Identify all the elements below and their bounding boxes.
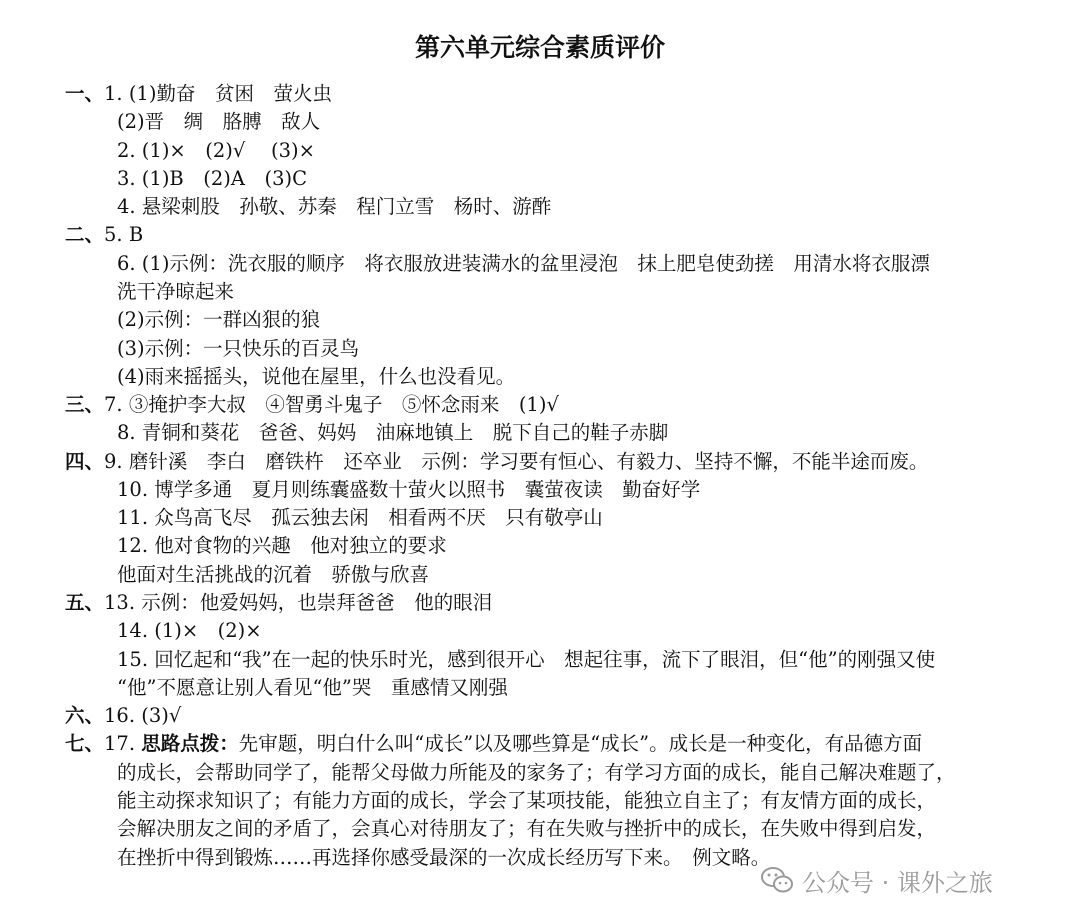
line-text: 10. 博学多通 夏月则练囊盛数十萤火以照书 囊萤夜读 勤奋好学	[117, 478, 701, 501]
watermark-text: 公众号 · 课外之旅	[802, 868, 993, 897]
line-text: 15. 回忆起和“我”在一起的快乐时光，感到很开心 想起往事，流下了眼泪，但“他”的刚强又使	[117, 648, 936, 671]
section-marker: 三、	[65, 393, 105, 416]
answer-line	[117, 137, 315, 165]
line-text: “他”不愿意让别人看见“他”哭 重感情又刚强	[117, 676, 508, 699]
answer-line	[65, 80, 332, 108]
line-text: 12. 他对食物的兴趣 他对独立的要求	[117, 534, 447, 557]
answer-line	[65, 391, 559, 419]
line-text: (4)雨来摇摇头，说他在屋里，什么也没看见。	[117, 365, 516, 388]
line-text: 2. (1)× (2)√ (3)×	[117, 139, 315, 162]
answer-line	[65, 702, 181, 730]
answer-line	[117, 674, 508, 702]
answer-line	[117, 815, 936, 843]
line-text: 能主动探求知识了；有能力方面的成长，学会了某项技能，能独立自主了；有友情方面的成长，	[117, 789, 937, 812]
answer-line	[117, 476, 700, 504]
line-text: 在挫折中得到锻炼……再选择你感受最深的一次成长经历写下来。 例文略。	[117, 846, 771, 869]
answer-line	[117, 646, 935, 674]
answer-line	[117, 532, 447, 560]
answer-line	[117, 419, 668, 447]
line-text: 13. 示例：他爱妈妈，也崇拜爸爸 他的眼泪	[104, 591, 493, 614]
line-text: 14. (1)× (2)×	[117, 619, 262, 642]
line-text: (2)示例：一群凶狠的狼	[117, 308, 321, 331]
answer-line	[65, 221, 143, 249]
line-text: 7. ③掩护李大叔 ④智勇斗鬼子 ⑤怀念雨来 (1)√	[104, 393, 559, 416]
watermark	[760, 862, 993, 898]
section-marker: 七、	[65, 732, 105, 755]
answer-line	[65, 448, 928, 476]
section-marker: 五、	[65, 591, 105, 614]
line-text: (3)示例：一只快乐的百灵鸟	[117, 337, 360, 360]
answer-line	[65, 589, 492, 617]
line-text: 3. (1)B (2)A (3)C	[117, 167, 308, 190]
line-text: 6. (1)示例：洗衣服的顺序 将衣服放进装满水的盆里浸泡 抹上肥皂使劲搓 用清水将衣服漂	[117, 252, 930, 275]
line-text: 他面对生活挑战的沉着 骄傲与欣喜	[117, 563, 430, 586]
line-text: (2)晋 绸 胳膊 敌人	[117, 110, 321, 133]
answer-line	[117, 250, 930, 278]
line-text: 16. (3)√	[104, 704, 182, 727]
section-marker: 一、	[65, 82, 105, 105]
answer-line	[117, 844, 770, 872]
line-text: 1. (1)勤奋 贫困 萤火虫	[104, 82, 332, 105]
answer-line	[117, 759, 956, 787]
section-marker: 二、	[65, 223, 105, 246]
line-text: 会解决朋友之间的矛盾了，会真心对待朋友了；有在失败与挫折中的成长，在失败中得到启发，	[117, 817, 937, 840]
line-text: 5. B	[104, 223, 144, 246]
line-text: 17.	[104, 732, 142, 755]
answer-line	[117, 335, 359, 363]
line-text: 洗干净晾起来	[117, 280, 235, 303]
section-marker: 四、	[65, 450, 105, 473]
answer-line	[117, 108, 320, 136]
answer-line	[117, 193, 551, 221]
answer-line	[117, 787, 936, 815]
answer-line	[117, 617, 262, 645]
answer-line	[117, 561, 429, 589]
line-text: 8. 青铜和葵花 爸爸、妈妈 油麻地镇上 脱下自己的鞋子赤脚	[117, 421, 669, 444]
answer-line	[117, 165, 307, 193]
section-marker: 六、	[65, 704, 105, 727]
hint-label: 思路点拨：	[141, 732, 239, 755]
answer-line	[117, 306, 320, 334]
answer-line	[117, 278, 234, 306]
line-text: 9. 磨针溪 李白 磨铁杵 还卒业 示例：学习要有恒心、有毅力、坚持不懈，不能半途而废。	[104, 450, 929, 473]
line-text: 11. 众鸟高飞尽 孤云独去闲 相看两不厌 只有敬亭山	[117, 506, 603, 529]
wechat-icon	[760, 866, 794, 894]
line-text: 4. 悬梁刺股 孙敬、苏秦 程门立雪 杨时、游酢	[117, 195, 552, 218]
answer-line	[117, 504, 603, 532]
line-text: 的成长，会帮助同学了，能帮父母做力所能及的家务了；有学习方面的成长，能自己解决难题了，	[117, 761, 956, 784]
page-title: 第六单元综合素质评价	[414, 33, 665, 62]
answer-line	[117, 363, 515, 391]
answer-line	[65, 730, 922, 758]
line-text-rest: 先审题，明白什么叫“成长”以及哪些算是“成长”。成长是一种变化，有品德方面	[238, 732, 923, 755]
